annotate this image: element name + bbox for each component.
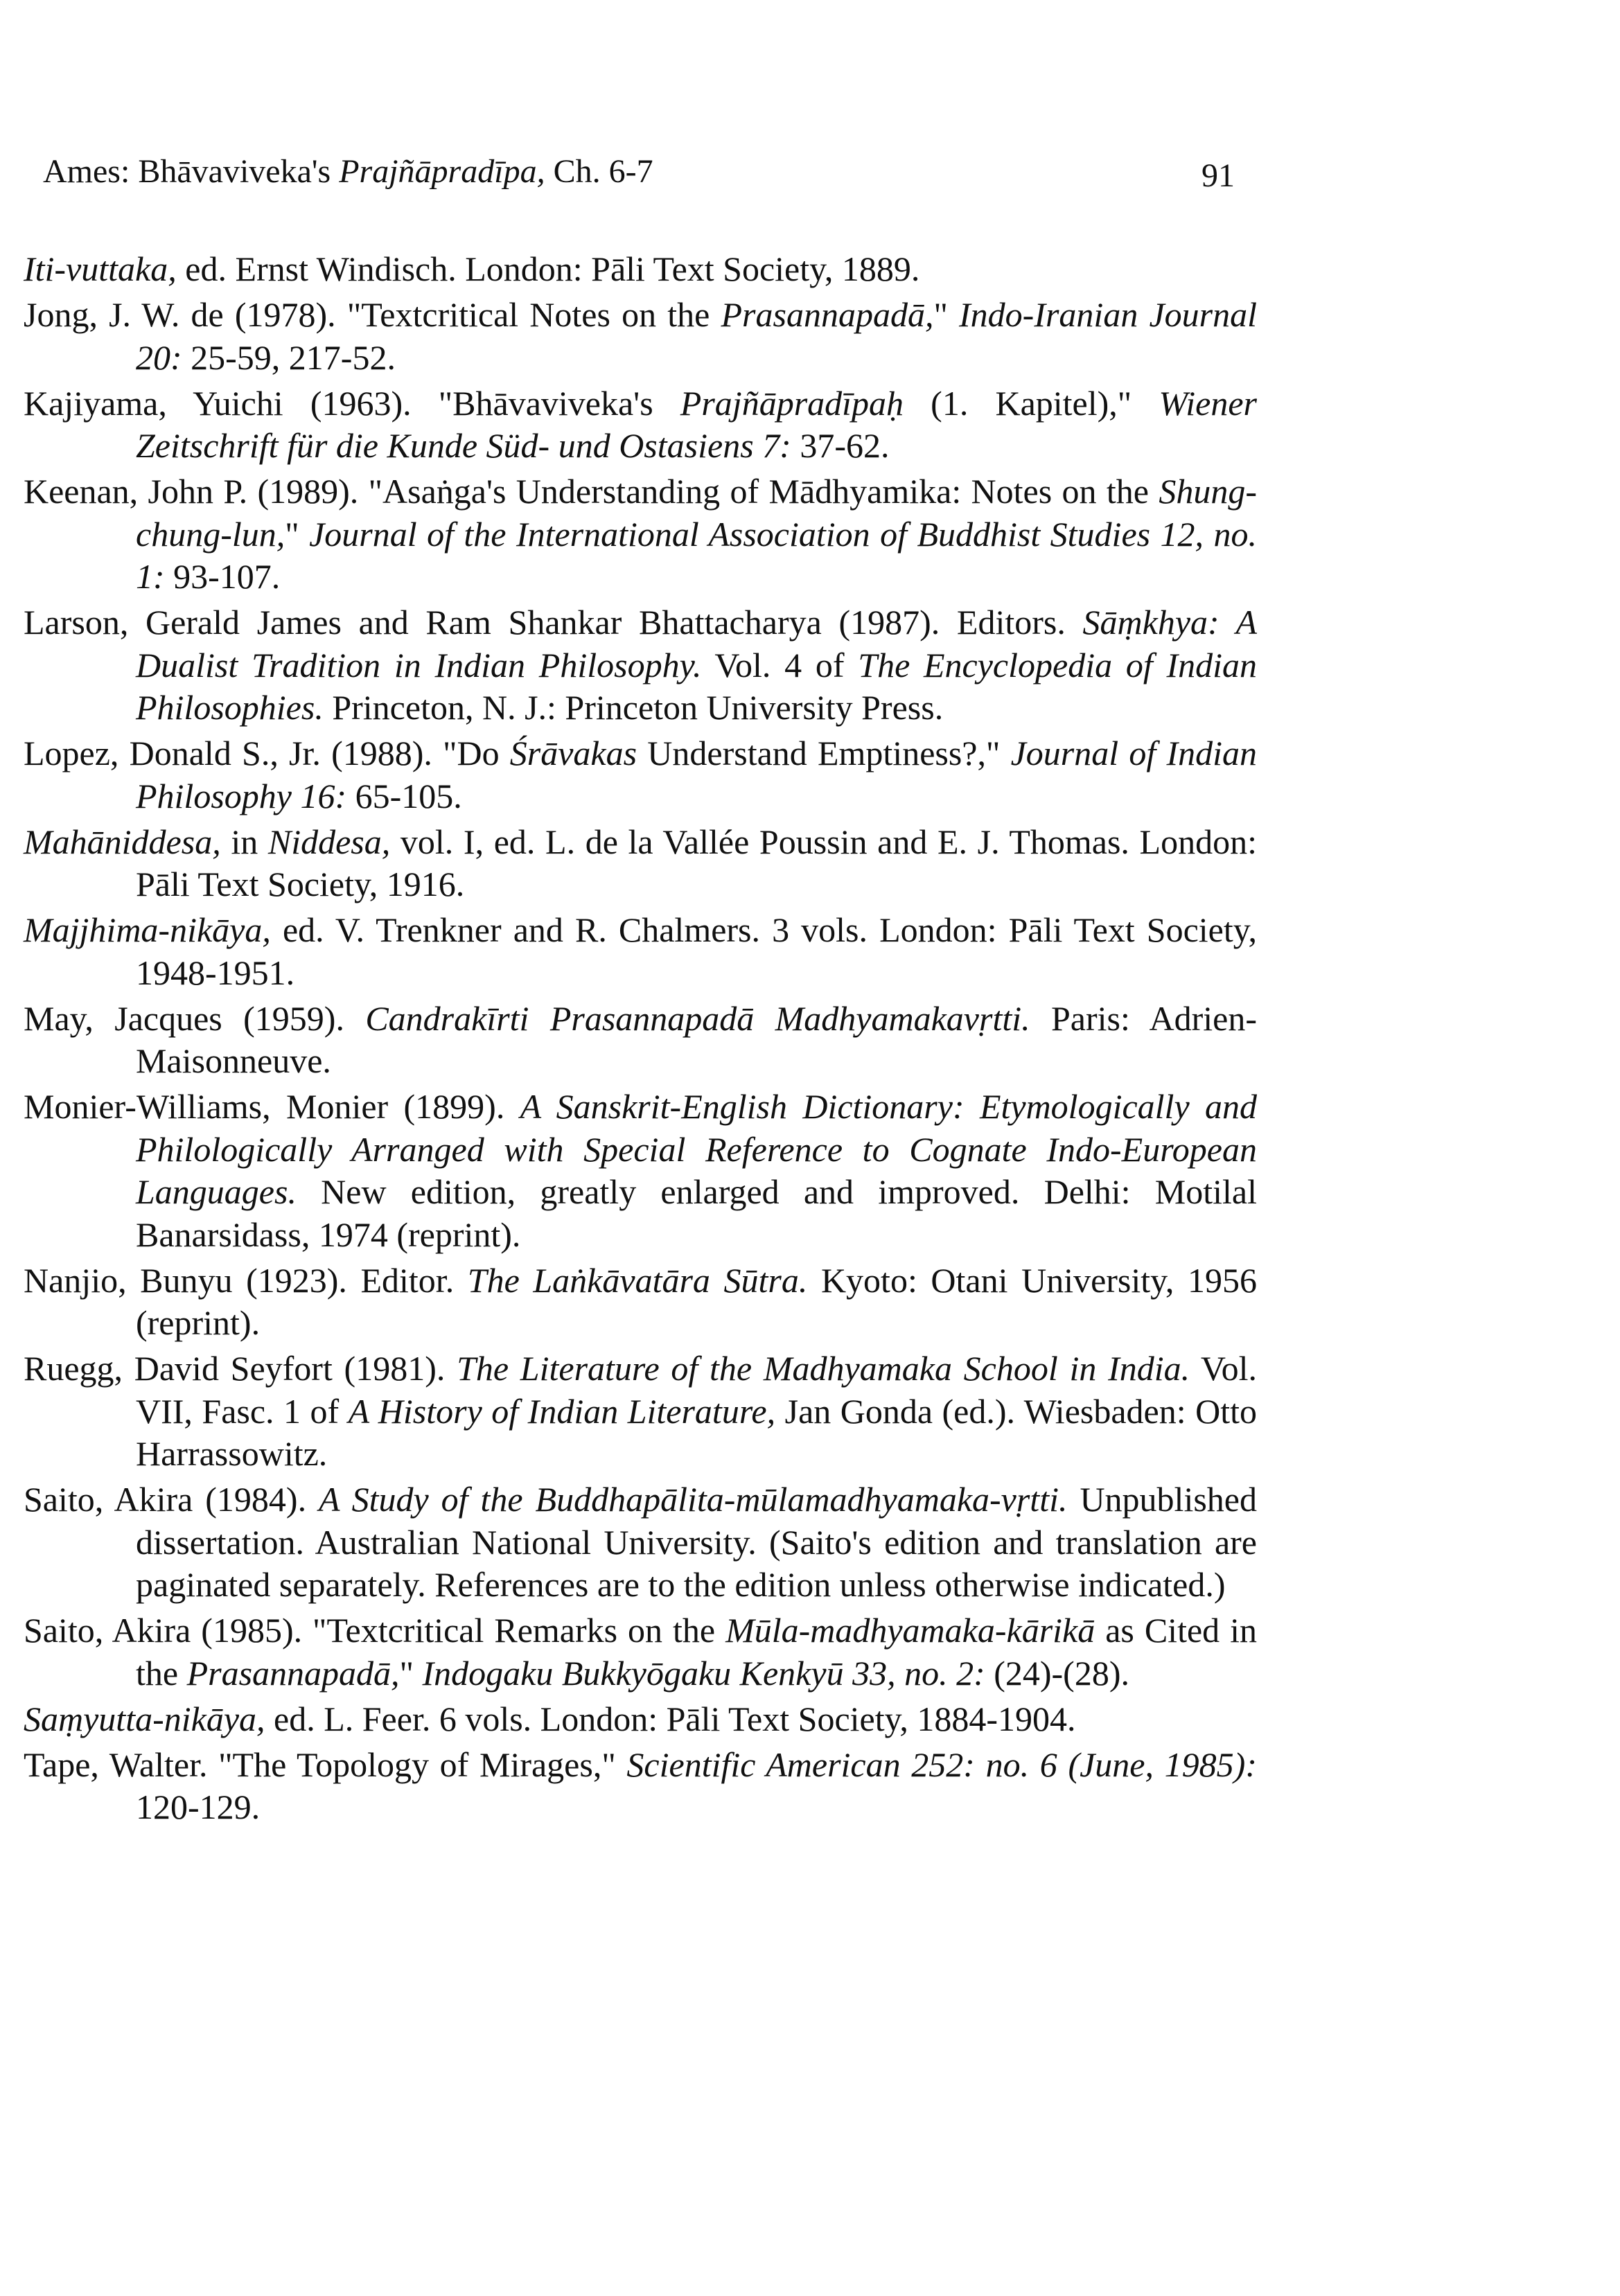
entry-text: 93-107. (164, 557, 281, 596)
entry-text: " (399, 1653, 423, 1693)
entry-italic-text: The Laṅkāvatāra Sūtra. (467, 1260, 808, 1300)
entry-text: Keenan, John P. (1989). "Asaṅga's Understanding of Mādhyamika: Notes on the (24, 472, 1159, 511)
entry-text: Nanjio, Bunyu (1923). Editor. (24, 1260, 468, 1300)
entry-text: May, Jacques (1959). (24, 998, 366, 1038)
bibliography-entry (24, 1260, 1257, 1345)
entry-italic-text: Mūla-madhyamaka-kārikā (725, 1611, 1095, 1650)
bibliography-entry (24, 601, 1257, 730)
bibliography-entry (24, 382, 1257, 468)
bibliography-entry (24, 998, 1257, 1083)
entry-text: Saito, Akira (1985). "Textcritical Remarks on the (24, 1611, 726, 1650)
entry-italic-text: Mahāniddesa, (24, 822, 221, 861)
running-header (43, 151, 1235, 193)
entry-text: Kajiyama, Yuichi (1963). "Bhāvaviveka's (24, 383, 680, 423)
bibliography-entry (24, 470, 1257, 599)
entry-text: Vol. VII, Fasc. 1 of (136, 1349, 1257, 1431)
entry-text: Larson, Gerald James and Ram Shankar Bhattacharya (1987). Editors. (24, 603, 1083, 642)
entry-italic-text: Niddesa, (267, 822, 391, 861)
running-head-chapter: Ch. 6-7 (553, 153, 653, 190)
entry-text: ed. L. Feer. 6 vols. London: Pāli Text Society, 1884-1904. (265, 1699, 1076, 1738)
entry-text: Unpublished dissertation. Australian National University. (Saito's edition and translation are paginated separately. References are to the edition unless otherwise indicated.) (136, 1480, 1257, 1604)
entry-text: as Cited in the (136, 1611, 1257, 1693)
entry-text: 65-105. (346, 776, 462, 815)
entry-text: Kyoto: Otani University, 1956 (reprint). (136, 1260, 1258, 1342)
entry-text: 37-62. (791, 426, 890, 465)
entry-text: Jong, J. W. de (1978). "Textcritical Notes on the (24, 295, 721, 334)
entry-text: 120-129. (136, 1787, 261, 1826)
entry-text: 25-59, 217-52. (182, 337, 396, 377)
entry-text: Saito, Akira (1984). (24, 1480, 319, 1519)
entry-italic-text: Iti-vuttaka, (24, 249, 177, 288)
bibliography-entry (24, 1348, 1257, 1476)
bibliography-entry (24, 1478, 1257, 1607)
entry-italic-text: Wiener Zeitschrift für die Kunde Süd- und Ostasiens 7: (136, 383, 1257, 465)
bibliography-entry (24, 732, 1257, 818)
bibliography-entry (24, 248, 1257, 291)
entry-text: Ruegg, David Seyfort (1981). (24, 1349, 457, 1388)
entry-text: vol. I, ed. L. de la Vallée Poussin and E. J. Thomas. London: Pāli Text Society, 1916. (136, 822, 1257, 903)
entry-italic-text: Scientific American 252: no. 6 (June, 1985): (626, 1745, 1257, 1784)
bibliography-entry (24, 294, 1257, 379)
entry-italic-text: A History of Indian Literature, (348, 1391, 776, 1431)
entry-text: in (220, 822, 268, 861)
entry-italic-text: A Study of the Buddhapālita-mūlamadhyamaka-vṛtti. (319, 1480, 1068, 1519)
entry-italic-text: Journal of the International Association of Buddhist Studies 12, no. 1: (136, 514, 1257, 596)
entry-italic-text: Indo-Iranian Journal 20: (136, 295, 1258, 377)
entry-text: ed. V. Trenkner and R. Chalmers. 3 vols. London: Pāli Text Society, 1948-1951. (136, 910, 1257, 992)
bibliography-entry (24, 1744, 1257, 1829)
entry-text: Jan Gonda (ed.). Wiesbaden: Otto Harrassowitz. (136, 1391, 1258, 1473)
entry-italic-text: Indogaku Bukkyōgaku Kenkyū 33, no. 2: (422, 1653, 985, 1693)
entry-text: Princeton, N. J.: Princeton University Press. (323, 688, 944, 727)
page-number: 91 (1201, 157, 1235, 194)
entry-italic-text: Prajñāpradīpaḥ (680, 383, 904, 423)
entry-text: (1. Kapitel)," (904, 383, 1159, 423)
entry-text: " (933, 295, 960, 334)
entry-italic-text: Saṃyutta-nikāya, (24, 1699, 265, 1738)
entry-italic-text: Śrāvakas (509, 734, 637, 772)
running-head-author: Ames: Bhāvaviveka's (43, 153, 331, 190)
entry-text: " (285, 514, 310, 554)
entry-italic-text: Candrakīrti Prasannapadā Madhyamakavṛtti. (365, 998, 1030, 1038)
entry-text: Understand Emptiness?," (637, 734, 1011, 772)
bibliography-entry (24, 909, 1257, 994)
entry-italic-text: Sāṃkhya: A Dualist Tradition in Indian Philosophy. (136, 603, 1257, 685)
entry-text: Lopez, Donald S., Jr. (1988). "Do (24, 734, 510, 772)
bibliography-entry (24, 1698, 1257, 1741)
entry-italic-text: The Encyclopedia of Indian Philosophies. (136, 645, 1257, 727)
entry-text: New edition, greatly enlarged and improved. Delhi: Motilal Banarsidass, 1974 (reprint). (136, 1172, 1257, 1254)
running-head-title: Prajñāpradīpa, (339, 153, 545, 190)
entry-text: Vol. 4 of (701, 645, 859, 685)
entry-italic-text: Majjhima-nikāya, (24, 910, 271, 949)
entry-text: Tape, Walter. "The Topology of Mirages," (24, 1745, 627, 1784)
bibliography-entry (24, 1609, 1257, 1695)
entry-italic-text: Journal of Indian Philosophy 16: (136, 734, 1257, 815)
entry-italic-text: Shung-chung-lun, (136, 472, 1257, 554)
bibliography-entry (24, 1086, 1257, 1256)
entry-italic-text: Prasannapadā, (721, 295, 934, 334)
entry-text: Paris: Adrien-Maisonneuve. (136, 998, 1257, 1080)
entry-italic-text: A Sanskrit-English Dictionary: Etymologically and Philologically Arranged with Special Reference to Cognate Indo-European Languages. (136, 1087, 1257, 1211)
entry-text: Monier-Williams, Monier (1899). (24, 1087, 520, 1126)
bibliography-entry (24, 821, 1257, 906)
entry-italic-text: Prasannapadā, (186, 1653, 400, 1693)
entry-italic-text: The Literature of the Madhyamaka School in India. (457, 1349, 1190, 1388)
entry-text: (24)-(28). (985, 1653, 1129, 1693)
bibliography-list (24, 248, 1257, 1832)
entry-text: ed. Ernst Windisch. London: Pāli Text Society, 1889. (176, 249, 920, 288)
